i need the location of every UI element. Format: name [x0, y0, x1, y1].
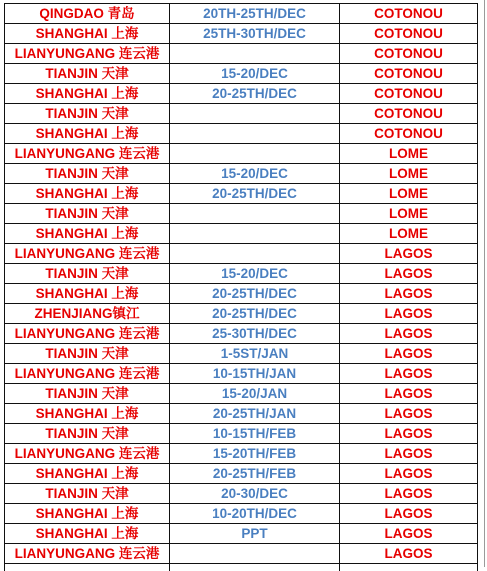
destination-cell[interactable]: LAGOS: [340, 244, 478, 264]
port-cell[interactable]: LIANYUNGANG 连云港: [5, 544, 170, 564]
date-cell[interactable]: 25TH-30TH/DEC: [170, 24, 340, 44]
port-cell[interactable]: TIANJIN 天津: [5, 64, 170, 84]
destination-cell[interactable]: LAGOS: [340, 364, 478, 384]
date-cell[interactable]: [170, 244, 340, 264]
port-cell[interactable]: LIANYUNGANG 连云港: [5, 444, 170, 464]
table-row: [5, 224, 478, 244]
port-cell[interactable]: TIANJIN 天津: [5, 424, 170, 444]
destination-cell[interactable]: LOME: [340, 144, 478, 164]
port-cell[interactable]: SHANGHAI 上海: [5, 404, 170, 424]
table-row: [5, 364, 478, 384]
date-cell[interactable]: [170, 224, 340, 244]
port-cell[interactable]: QINGDAO 青岛: [5, 4, 170, 24]
date-cell[interactable]: 20-30/DEC: [170, 484, 340, 504]
table-row: [5, 64, 478, 84]
date-cell[interactable]: 10-15TH/JAN: [170, 364, 340, 384]
date-cell[interactable]: 15-20/DEC: [170, 64, 340, 84]
destination-cell[interactable]: LOME: [340, 204, 478, 224]
destination-cell[interactable]: COTONOU: [340, 104, 478, 124]
destination-cell[interactable]: LAGOS: [340, 304, 478, 324]
port-cell[interactable]: SHANGHAI 上海: [5, 284, 170, 304]
port-cell[interactable]: SHANGHAI 上海: [5, 84, 170, 104]
port-cell[interactable]: TIANJIN 天津: [5, 344, 170, 364]
table-row: [5, 164, 478, 184]
date-cell[interactable]: 20-25TH/DEC: [170, 184, 340, 204]
table-row: [5, 184, 478, 204]
date-cell[interactable]: [170, 124, 340, 144]
date-cell[interactable]: 15-20/DEC: [170, 264, 340, 284]
port-cell[interactable]: TIANJIN 天津: [5, 164, 170, 184]
table-row: [5, 504, 478, 524]
date-cell[interactable]: [170, 104, 340, 124]
table-row-partial: [5, 564, 478, 571]
date-cell[interactable]: 10-15TH/FEB: [170, 424, 340, 444]
destination-cell[interactable]: COTONOU: [340, 4, 478, 24]
destination-cell[interactable]: LAGOS: [340, 344, 478, 364]
destination-cell[interactable]: LAGOS: [340, 324, 478, 344]
destination-cell[interactable]: LAGOS: [340, 264, 478, 284]
destination-cell[interactable]: COTONOU: [340, 84, 478, 104]
port-cell[interactable]: ZHENJIANG镇江: [5, 304, 170, 324]
date-cell[interactable]: 15-20/JAN: [170, 384, 340, 404]
destination-cell[interactable]: [340, 564, 478, 571]
table-row: [5, 204, 478, 224]
date-cell[interactable]: 20-25TH/JAN: [170, 404, 340, 424]
table-row: [5, 84, 478, 104]
port-cell[interactable]: [5, 564, 170, 571]
table-row: [5, 124, 478, 144]
destination-cell[interactable]: LOME: [340, 224, 478, 244]
date-cell[interactable]: 20-25TH/DEC: [170, 284, 340, 304]
table-row: [5, 384, 478, 404]
date-cell[interactable]: 20-25TH/DEC: [170, 84, 340, 104]
port-cell[interactable]: TIANJIN 天津: [5, 384, 170, 404]
date-cell[interactable]: 15-20TH/FEB: [170, 444, 340, 464]
destination-cell[interactable]: LAGOS: [340, 404, 478, 424]
table-row: [5, 144, 478, 164]
destination-cell[interactable]: LAGOS: [340, 464, 478, 484]
port-cell[interactable]: TIANJIN 天津: [5, 204, 170, 224]
table-row: [5, 544, 478, 564]
port-cell[interactable]: SHANGHAI 上海: [5, 524, 170, 544]
table-row: [5, 104, 478, 124]
destination-cell[interactable]: LOME: [340, 164, 478, 184]
date-cell[interactable]: 1-5ST/JAN: [170, 344, 340, 364]
port-cell[interactable]: LIANYUNGANG 连云港: [5, 244, 170, 264]
port-cell[interactable]: LIANYUNGANG 连云港: [5, 324, 170, 344]
date-cell[interactable]: 20-25TH/FEB: [170, 464, 340, 484]
destination-cell[interactable]: LAGOS: [340, 544, 478, 564]
port-cell[interactable]: SHANGHAI 上海: [5, 24, 170, 44]
date-cell[interactable]: [170, 544, 340, 564]
date-cell[interactable]: [170, 204, 340, 224]
destination-cell[interactable]: LOME: [340, 184, 478, 204]
destination-cell[interactable]: LAGOS: [340, 384, 478, 404]
port-cell[interactable]: LIANYUNGANG 连云港: [5, 144, 170, 164]
table-row: [5, 284, 478, 304]
table-row: [5, 304, 478, 324]
date-cell[interactable]: [170, 144, 340, 164]
date-cell[interactable]: 15-20/DEC: [170, 164, 340, 184]
destination-cell[interactable]: LAGOS: [340, 484, 478, 504]
table-row: [5, 404, 478, 424]
port-cell[interactable]: SHANGHAI 上海: [5, 224, 170, 244]
destination-cell[interactable]: LAGOS: [340, 524, 478, 544]
shipping-schedule-table: [4, 3, 478, 571]
destination-cell[interactable]: LAGOS: [340, 504, 478, 524]
table-row: [5, 444, 478, 464]
port-cell[interactable]: SHANGHAI 上海: [5, 504, 170, 524]
sheet-edge-divider: [484, 0, 485, 567]
table-row: [5, 344, 478, 364]
port-cell[interactable]: SHANGHAI 上海: [5, 464, 170, 484]
destination-cell[interactable]: LAGOS: [340, 284, 478, 304]
table-row: [5, 44, 478, 64]
table-row: [5, 244, 478, 264]
table-row: [5, 24, 478, 44]
table-row: [5, 464, 478, 484]
date-cell[interactable]: [170, 44, 340, 64]
date-cell[interactable]: 20TH-25TH/DEC: [170, 4, 340, 24]
port-cell[interactable]: TIANJIN 天津: [5, 484, 170, 504]
destination-cell[interactable]: COTONOU: [340, 44, 478, 64]
destination-cell[interactable]: LAGOS: [340, 424, 478, 444]
date-cell[interactable]: [170, 564, 340, 571]
port-cell[interactable]: LIANYUNGANG 连云港: [5, 364, 170, 384]
destination-cell[interactable]: COTONOU: [340, 24, 478, 44]
port-cell[interactable]: SHANGHAI 上海: [5, 184, 170, 204]
table-row: [5, 484, 478, 504]
port-cell[interactable]: TIANJIN 天津: [5, 264, 170, 284]
date-cell[interactable]: 25-30TH/DEC: [170, 324, 340, 344]
table-body: [5, 4, 478, 571]
table-row: [5, 324, 478, 344]
destination-cell[interactable]: COTONOU: [340, 64, 478, 84]
date-cell[interactable]: 10-20TH/DEC: [170, 504, 340, 524]
destination-cell[interactable]: LAGOS: [340, 444, 478, 464]
table-row: [5, 4, 478, 24]
destination-cell[interactable]: COTONOU: [340, 124, 478, 144]
date-cell[interactable]: 20-25TH/DEC: [170, 304, 340, 324]
port-cell[interactable]: LIANYUNGANG 连云港: [5, 44, 170, 64]
date-cell[interactable]: PPT: [170, 524, 340, 544]
table-row: [5, 524, 478, 544]
port-cell[interactable]: SHANGHAI 上海: [5, 124, 170, 144]
table-row: [5, 424, 478, 444]
port-cell[interactable]: TIANJIN 天津: [5, 104, 170, 124]
table-row: [5, 264, 478, 284]
